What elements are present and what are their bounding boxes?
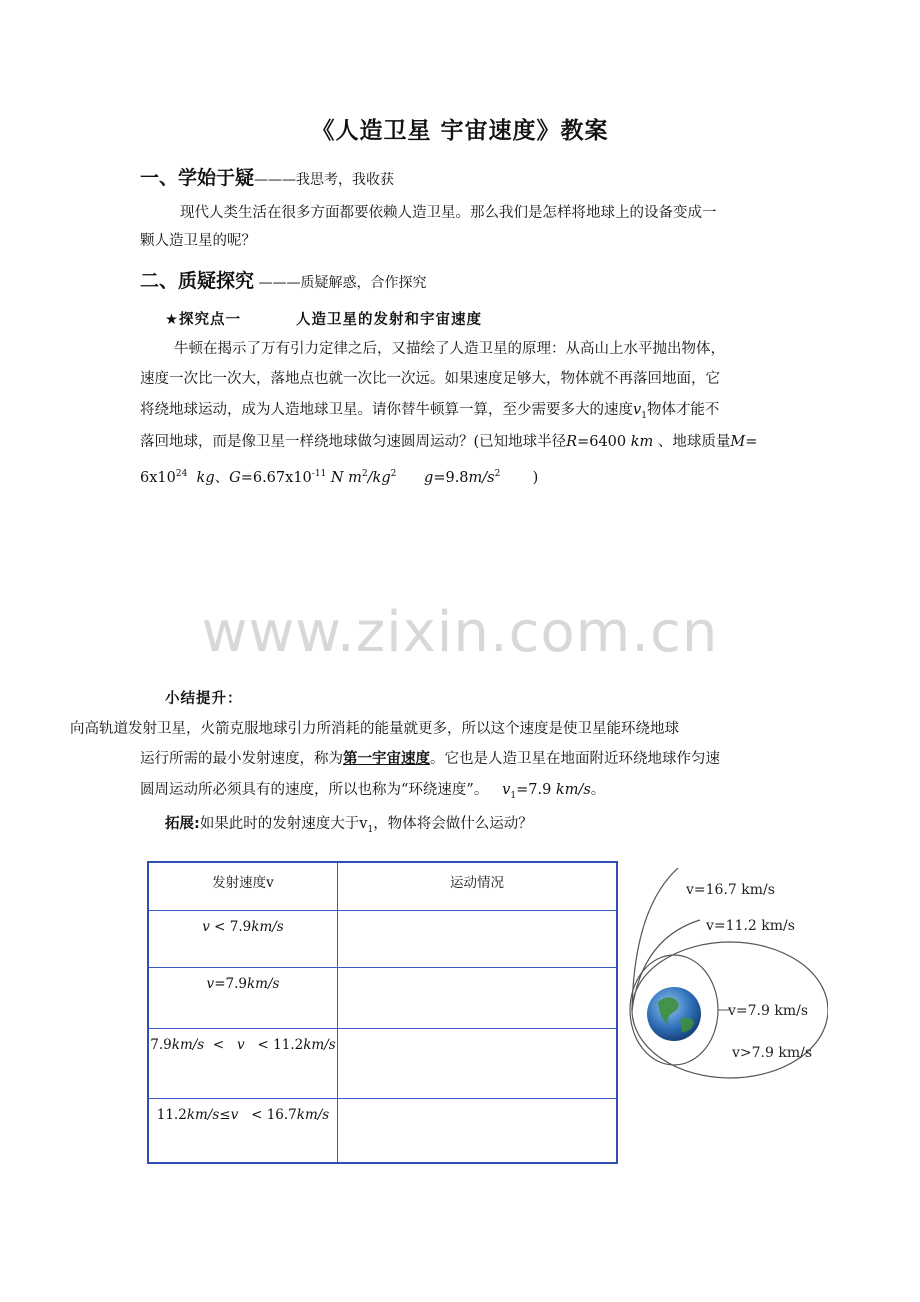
label-v-11-2: v=11.2 km/s [706, 918, 795, 934]
table-cell-velocity: 11.2km/s≤v < 16.7km/s [148, 1098, 338, 1163]
table-row [148, 1028, 617, 1098]
table-cell-velocity: 7.9km/s < v < 11.2km/s [148, 1028, 338, 1098]
table-row [148, 910, 617, 967]
velocity-table [147, 861, 618, 1164]
explore-point-label: ★探究点一 [165, 312, 241, 328]
summary-line-1: 向高轨道发射卫星，火箭克服地球引力所消耗的能量就更多，所以这个速度是使卫星能环绕地球 [70, 721, 679, 737]
table-cell-motion[interactable] [338, 1098, 618, 1163]
summary-line-2: 运行所需的最小发射速度，称为第一宇宙速度。它也是人造卫星在地面附近环绕地球作匀速 [140, 751, 720, 767]
table-header-motion: 运动情况 [338, 862, 618, 910]
section-heading-2 [140, 266, 426, 293]
watermark: www.zixin.com.cn [201, 600, 719, 665]
section-heading-1 [140, 163, 394, 190]
body-line-3: 将绕地球运动，成为人造地球卫星。请你替牛顿算一算，至少需要多大的速度$v_1$物体才能不 [140, 402, 720, 421]
table-row [148, 1098, 617, 1163]
label-v-16-7: v=16.7 km/s [686, 882, 775, 898]
table-header-velocity: 发射速度v [148, 862, 338, 910]
section-heading-1-sub: ———我思考，我收获 [254, 172, 395, 188]
body-line-5: $6x10^{24}$ kg、$G=6.67x10^{-11}$ N $m^2/kg^2$ $g=9.8m/s^2$ ) [140, 469, 539, 486]
section-heading-1-text: 一、学始于疑 [140, 167, 255, 189]
body-line-4: 落回地球，而是像卫星一样绕地球做匀速圆周运动？(已知地球半径R=6400 km 、地球质量M= [140, 434, 758, 450]
body-line-1: 牛顿在揭示了万有引力定律之后，又描绘了人造卫星的原理：从高山上水平抛出物体， [174, 341, 725, 357]
table-cell-motion[interactable] [338, 1028, 618, 1098]
extend-line: 拓展:如果此时的发射速度大于$v_1$，物体将会做什么运动？ [165, 816, 533, 835]
table-cell-motion[interactable] [338, 967, 618, 1028]
section-heading-2-sub: ———质疑解惑，合作探究 [254, 275, 427, 291]
summary-label: 小结提升： [165, 691, 243, 707]
summary-line-3: 圆周运动所必须具有的速度，所以也称为“环绕速度”。 $v_1=7.9$ km/s。 [140, 782, 606, 801]
section-heading-2-text: 二、质疑探究 [140, 270, 255, 292]
label-v-7-9: v=7.9 km/s [728, 1003, 809, 1019]
table-cell-motion[interactable] [338, 910, 618, 967]
intro-line-1: 现代人类生活在很多方面都要依赖人造卫星。那么我们是怎样将地球上的设备变成一 [180, 205, 717, 221]
extend-label: 拓展: [165, 816, 200, 832]
label-v-gt-7-9: v>7.9 km/s [732, 1045, 813, 1061]
table-cell-velocity: v < 7.9km/s [148, 910, 338, 967]
explore-point-title: 人造卫星的发射和宇宙速度 [296, 312, 482, 328]
page-title: 《人造卫星 宇宙速度》教案 [311, 118, 609, 144]
orbit-diagram [628, 868, 828, 1083]
table-row [148, 967, 617, 1028]
body-line-2: 速度一次比一次大，落地点也就一次比一次远。如果速度足够大，物体就不再落回地面，它 [140, 371, 720, 387]
first-cosmic-velocity-term: 第一宇宙速度 [343, 751, 430, 767]
earth-icon [647, 987, 701, 1041]
table-header-row [148, 862, 617, 910]
intro-line-2: 颗人造卫星的呢？ [140, 233, 256, 249]
table-cell-velocity: v=7.9km/s [148, 967, 338, 1028]
